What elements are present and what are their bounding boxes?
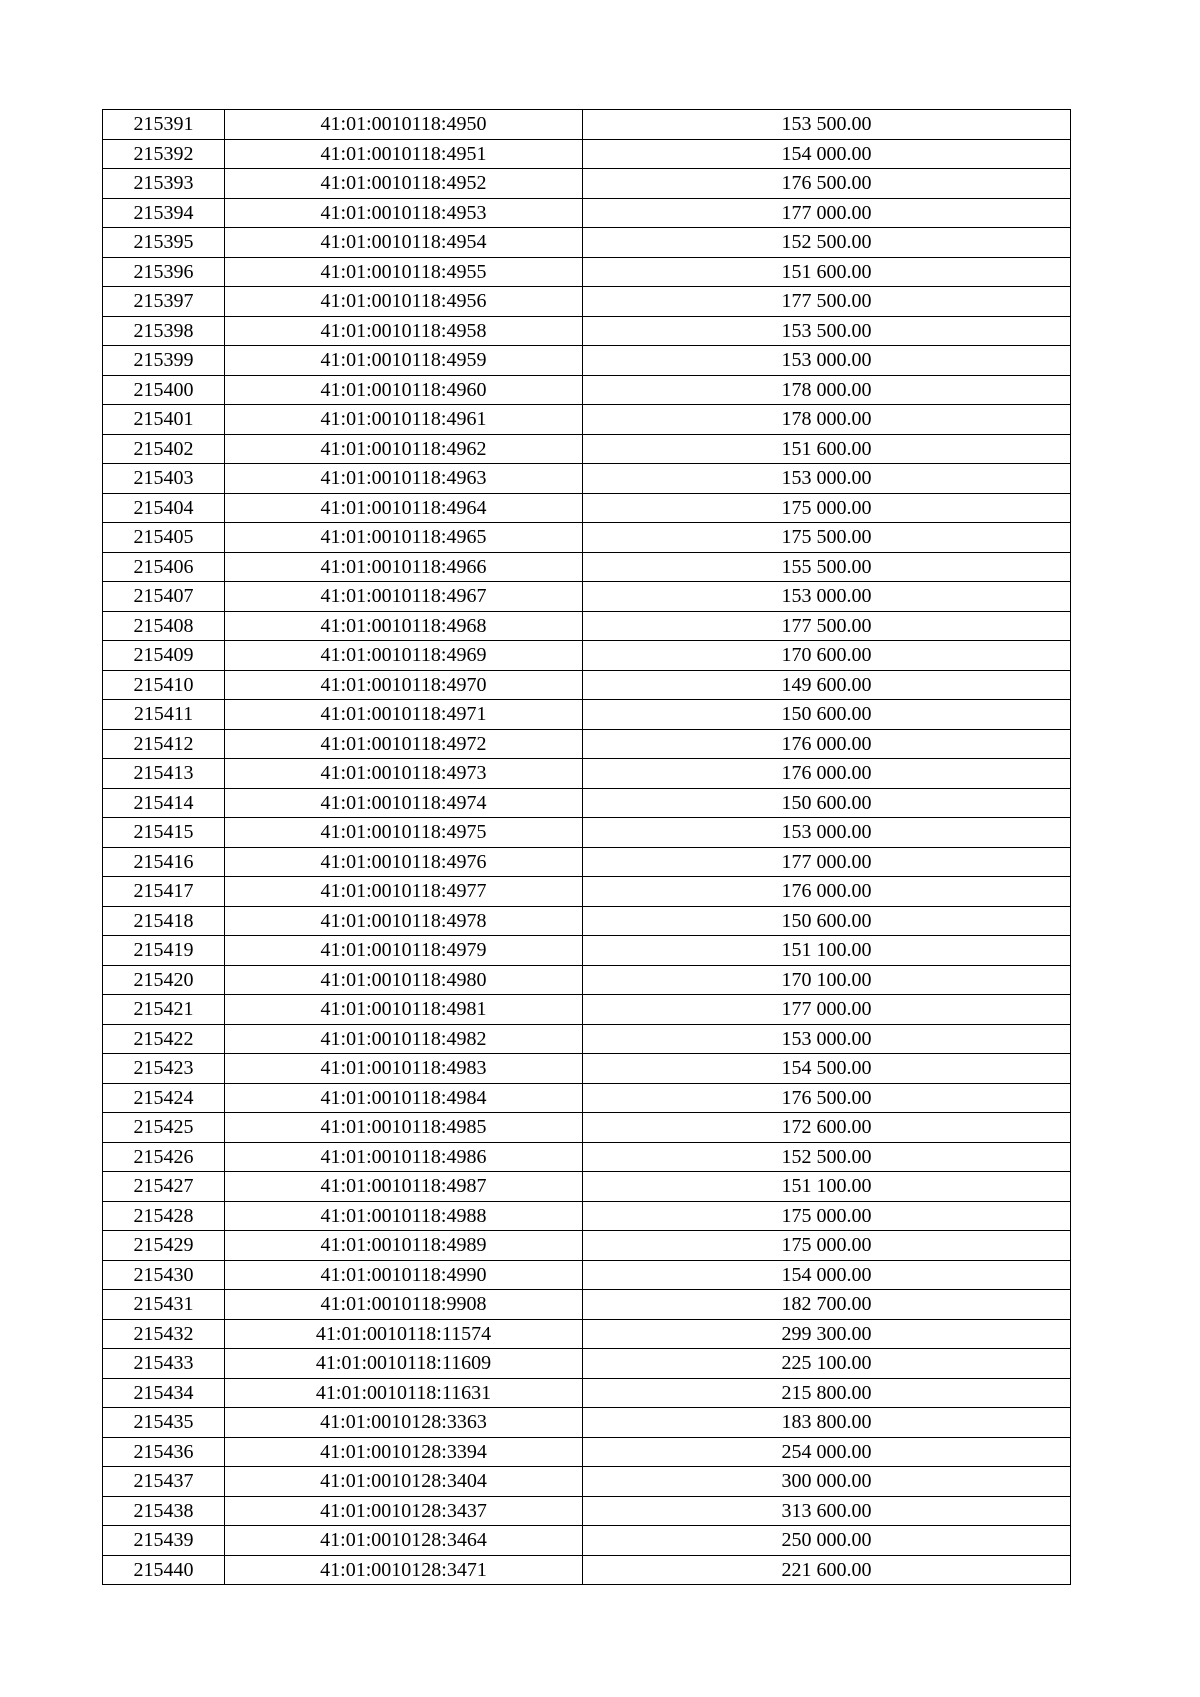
- table-row: [103, 110, 1071, 140]
- cadastral-value-cell: 176 000.00: [583, 877, 1071, 907]
- cadastral-value-cell: 299 300.00: [583, 1319, 1071, 1349]
- table-row: [103, 1142, 1071, 1172]
- cadastral-number-cell: 41:01:0010118:4966: [225, 552, 583, 582]
- cadastral-value-cell: 149 600.00: [583, 670, 1071, 700]
- cadastral-value-cell: 155 500.00: [583, 552, 1071, 582]
- row-number-cell: 215431: [103, 1290, 225, 1320]
- row-number-cell: 215422: [103, 1024, 225, 1054]
- cadastral-value-cell: 153 500.00: [583, 110, 1071, 140]
- cadastral-number-cell: 41:01:0010118:4969: [225, 641, 583, 671]
- row-number-cell: 215432: [103, 1319, 225, 1349]
- table-row: [103, 552, 1071, 582]
- table-row: [103, 1231, 1071, 1261]
- row-number-cell: 215424: [103, 1083, 225, 1113]
- cadastral-number-cell: 41:01:0010118:4954: [225, 228, 583, 258]
- cadastral-value-cell: 176 000.00: [583, 729, 1071, 759]
- cadastral-number-cell: 41:01:0010118:4963: [225, 464, 583, 494]
- row-number-cell: 215404: [103, 493, 225, 523]
- row-number-cell: 215410: [103, 670, 225, 700]
- cadastral-number-cell: 41:01:0010118:4952: [225, 169, 583, 199]
- cadastral-number-cell: 41:01:0010118:4951: [225, 139, 583, 169]
- cadastral-value-cell: 178 000.00: [583, 375, 1071, 405]
- table-row: [103, 788, 1071, 818]
- cadastral-number-cell: 41:01:0010118:4955: [225, 257, 583, 287]
- row-number-cell: 215430: [103, 1260, 225, 1290]
- row-number-cell: 215415: [103, 818, 225, 848]
- table-row: [103, 405, 1071, 435]
- cadastral-number-cell: 41:01:0010128:3394: [225, 1437, 583, 1467]
- table-row: [103, 670, 1071, 700]
- cadastral-number-cell: 41:01:0010118:4973: [225, 759, 583, 789]
- cadastral-value-cell: 182 700.00: [583, 1290, 1071, 1320]
- cadastral-value-cell: 175 000.00: [583, 1201, 1071, 1231]
- table-row: [103, 936, 1071, 966]
- cadastral-value-cell: 176 500.00: [583, 169, 1071, 199]
- cadastral-value-cell: 153 000.00: [583, 346, 1071, 376]
- row-number-cell: 215426: [103, 1142, 225, 1172]
- table-row: [103, 995, 1071, 1025]
- row-number-cell: 215416: [103, 847, 225, 877]
- table-row: [103, 139, 1071, 169]
- cadastral-number-cell: 41:01:0010118:4988: [225, 1201, 583, 1231]
- table-row: [103, 257, 1071, 287]
- cadastral-number-cell: 41:01:0010118:11609: [225, 1349, 583, 1379]
- cadastral-number-cell: 41:01:0010118:4989: [225, 1231, 583, 1261]
- row-number-cell: 215440: [103, 1555, 225, 1585]
- cadastral-number-cell: 41:01:0010118:4968: [225, 611, 583, 641]
- row-number-cell: 215396: [103, 257, 225, 287]
- table-row: [103, 818, 1071, 848]
- cadastral-value-cell: 154 000.00: [583, 1260, 1071, 1290]
- cadastral-value-cell: 215 800.00: [583, 1378, 1071, 1408]
- table-row: [103, 1083, 1071, 1113]
- cadastral-value-cell: 177 000.00: [583, 995, 1071, 1025]
- cadastral-number-cell: 41:01:0010118:4975: [225, 818, 583, 848]
- cadastral-number-cell: 41:01:0010118:4985: [225, 1113, 583, 1143]
- cadastral-value-cell: 153 000.00: [583, 582, 1071, 612]
- cadastral-value-cell: 150 600.00: [583, 700, 1071, 730]
- table-row: [103, 641, 1071, 671]
- cadastral-number-cell: 41:01:0010118:11631: [225, 1378, 583, 1408]
- row-number-cell: 215405: [103, 523, 225, 553]
- cadastral-number-cell: 41:01:0010118:4961: [225, 405, 583, 435]
- row-number-cell: 215414: [103, 788, 225, 818]
- row-number-cell: 215398: [103, 316, 225, 346]
- row-number-cell: 215402: [103, 434, 225, 464]
- cadastral-value-cell: 177 500.00: [583, 287, 1071, 317]
- cadastral-value-cell: 254 000.00: [583, 1437, 1071, 1467]
- table-row: [103, 965, 1071, 995]
- cadastral-value-cell: 154 500.00: [583, 1054, 1071, 1084]
- row-number-cell: 215436: [103, 1437, 225, 1467]
- cadastral-number-cell: 41:01:0010118:4971: [225, 700, 583, 730]
- cadastral-number-cell: 41:01:0010118:4982: [225, 1024, 583, 1054]
- table-row: [103, 1526, 1071, 1556]
- row-number-cell: 215409: [103, 641, 225, 671]
- cadastral-number-cell: 41:01:0010128:3464: [225, 1526, 583, 1556]
- cadastral-number-cell: 41:01:0010118:4959: [225, 346, 583, 376]
- table-row: [103, 287, 1071, 317]
- table-row: [103, 1054, 1071, 1084]
- cadastral-number-cell: 41:01:0010118:4972: [225, 729, 583, 759]
- cadastral-number-cell: 41:01:0010128:3437: [225, 1496, 583, 1526]
- table-row: [103, 1201, 1071, 1231]
- table-row: [103, 169, 1071, 199]
- cadastral-value-cell: 178 000.00: [583, 405, 1071, 435]
- cadastral-value-cell: 177 500.00: [583, 611, 1071, 641]
- cadastral-value-cell: 170 600.00: [583, 641, 1071, 671]
- table-row: [103, 1349, 1071, 1379]
- table-row: [103, 316, 1071, 346]
- table-row: [103, 877, 1071, 907]
- table-row: [103, 1437, 1071, 1467]
- cadastral-value-cell: 172 600.00: [583, 1113, 1071, 1143]
- row-number-cell: 215403: [103, 464, 225, 494]
- cadastral-value-cell: 183 800.00: [583, 1408, 1071, 1438]
- cadastral-value-cell: 221 600.00: [583, 1555, 1071, 1585]
- cadastral-value-cell: 250 000.00: [583, 1526, 1071, 1556]
- cadastral-number-cell: 41:01:0010118:4956: [225, 287, 583, 317]
- cadastral-value-cell: 151 100.00: [583, 936, 1071, 966]
- row-number-cell: 215428: [103, 1201, 225, 1231]
- table-row: [103, 1260, 1071, 1290]
- cadastral-number-cell: 41:01:0010118:4986: [225, 1142, 583, 1172]
- row-number-cell: 215397: [103, 287, 225, 317]
- row-number-cell: 215392: [103, 139, 225, 169]
- row-number-cell: 215400: [103, 375, 225, 405]
- cadastral-number-cell: 41:01:0010118:4967: [225, 582, 583, 612]
- row-number-cell: 215406: [103, 552, 225, 582]
- table-row: [103, 464, 1071, 494]
- cadastral-value-cell: 177 000.00: [583, 847, 1071, 877]
- cadastral-value-cell: 150 600.00: [583, 906, 1071, 936]
- table-row: [103, 1555, 1071, 1585]
- cadastral-number-cell: 41:01:0010118:4974: [225, 788, 583, 818]
- table-row: [103, 1113, 1071, 1143]
- cadastral-value-cell: 225 100.00: [583, 1349, 1071, 1379]
- cadastral-number-cell: 41:01:0010118:4983: [225, 1054, 583, 1084]
- table-row: [103, 611, 1071, 641]
- cadastral-value-cell: 175 000.00: [583, 493, 1071, 523]
- table-row: [103, 1319, 1071, 1349]
- table-row: [103, 198, 1071, 228]
- row-number-cell: 215434: [103, 1378, 225, 1408]
- cadastral-value-cell: 153 000.00: [583, 818, 1071, 848]
- cadastral-value-cell: 300 000.00: [583, 1467, 1071, 1497]
- table-row: [103, 228, 1071, 258]
- cadastral-number-cell: 41:01:0010118:4965: [225, 523, 583, 553]
- cadastral-value-cell: 175 500.00: [583, 523, 1071, 553]
- cadastral-value-cell: 176 500.00: [583, 1083, 1071, 1113]
- cadastral-value-cell: 175 000.00: [583, 1231, 1071, 1261]
- cadastral-number-cell: 41:01:0010118:4976: [225, 847, 583, 877]
- table-row: [103, 1378, 1071, 1408]
- row-number-cell: 215439: [103, 1526, 225, 1556]
- table-row: [103, 847, 1071, 877]
- cadastral-number-cell: 41:01:0010118:4980: [225, 965, 583, 995]
- row-number-cell: 215419: [103, 936, 225, 966]
- table-row: [103, 1172, 1071, 1202]
- cadastral-value-cell: 170 100.00: [583, 965, 1071, 995]
- row-number-cell: 215417: [103, 877, 225, 907]
- table-row: [103, 582, 1071, 612]
- row-number-cell: 215421: [103, 995, 225, 1025]
- row-number-cell: 215408: [103, 611, 225, 641]
- cadastral-number-cell: 41:01:0010128:3404: [225, 1467, 583, 1497]
- cadastral-value-table: [102, 109, 1071, 1585]
- cadastral-number-cell: 41:01:0010118:4970: [225, 670, 583, 700]
- row-number-cell: 215423: [103, 1054, 225, 1084]
- cadastral-value-cell: 150 600.00: [583, 788, 1071, 818]
- cadastral-value-cell: 152 500.00: [583, 228, 1071, 258]
- cadastral-number-cell: 41:01:0010118:4960: [225, 375, 583, 405]
- row-number-cell: 215438: [103, 1496, 225, 1526]
- cadastral-value-cell: 153 000.00: [583, 1024, 1071, 1054]
- cadastral-number-cell: 41:01:0010118:4977: [225, 877, 583, 907]
- cadastral-number-cell: 41:01:0010128:3471: [225, 1555, 583, 1585]
- row-number-cell: 215418: [103, 906, 225, 936]
- table-row: [103, 1024, 1071, 1054]
- row-number-cell: 215395: [103, 228, 225, 258]
- row-number-cell: 215407: [103, 582, 225, 612]
- table-row: [103, 729, 1071, 759]
- table-row: [103, 906, 1071, 936]
- row-number-cell: 215429: [103, 1231, 225, 1261]
- row-number-cell: 215401: [103, 405, 225, 435]
- cadastral-value-cell: 151 600.00: [583, 257, 1071, 287]
- cadastral-value-cell: 153 500.00: [583, 316, 1071, 346]
- table-row: [103, 1290, 1071, 1320]
- table-row: [103, 346, 1071, 376]
- cadastral-number-cell: 41:01:0010118:4958: [225, 316, 583, 346]
- row-number-cell: 215399: [103, 346, 225, 376]
- cadastral-value-cell: 153 000.00: [583, 464, 1071, 494]
- row-number-cell: 215394: [103, 198, 225, 228]
- cadastral-number-cell: 41:01:0010118:4987: [225, 1172, 583, 1202]
- cadastral-number-cell: 41:01:0010118:4964: [225, 493, 583, 523]
- cadastral-number-cell: 41:01:0010118:4981: [225, 995, 583, 1025]
- row-number-cell: 215427: [103, 1172, 225, 1202]
- cadastral-value-cell: 154 000.00: [583, 139, 1071, 169]
- row-number-cell: 215420: [103, 965, 225, 995]
- row-number-cell: 215412: [103, 729, 225, 759]
- table-row: [103, 700, 1071, 730]
- cadastral-number-cell: 41:01:0010118:4962: [225, 434, 583, 464]
- row-number-cell: 215433: [103, 1349, 225, 1379]
- cadastral-value-cell: 151 600.00: [583, 434, 1071, 464]
- table-row: [103, 1408, 1071, 1438]
- cadastral-number-cell: 41:01:0010118:11574: [225, 1319, 583, 1349]
- cadastral-number-cell: 41:01:0010118:4978: [225, 906, 583, 936]
- cadastral-number-cell: 41:01:0010118:4979: [225, 936, 583, 966]
- table-row: [103, 434, 1071, 464]
- row-number-cell: 215425: [103, 1113, 225, 1143]
- cadastral-number-cell: 41:01:0010118:4990: [225, 1260, 583, 1290]
- table-row: [103, 1496, 1071, 1526]
- row-number-cell: 215437: [103, 1467, 225, 1497]
- cadastral-number-cell: 41:01:0010118:4953: [225, 198, 583, 228]
- cadastral-value-cell: 151 100.00: [583, 1172, 1071, 1202]
- table-row: [103, 1467, 1071, 1497]
- row-number-cell: 215391: [103, 110, 225, 140]
- cadastral-number-cell: 41:01:0010118:4984: [225, 1083, 583, 1113]
- row-number-cell: 215413: [103, 759, 225, 789]
- table-row: [103, 375, 1071, 405]
- cadastral-number-cell: 41:01:0010118:4950: [225, 110, 583, 140]
- row-number-cell: 215435: [103, 1408, 225, 1438]
- cadastral-number-cell: 41:01:0010118:9908: [225, 1290, 583, 1320]
- cadastral-value-cell: 176 000.00: [583, 759, 1071, 789]
- table-row: [103, 493, 1071, 523]
- cadastral-value-cell: 177 000.00: [583, 198, 1071, 228]
- row-number-cell: 215411: [103, 700, 225, 730]
- row-number-cell: 215393: [103, 169, 225, 199]
- table-body: [103, 110, 1071, 1585]
- table-row: [103, 523, 1071, 553]
- cadastral-number-cell: 41:01:0010128:3363: [225, 1408, 583, 1438]
- cadastral-value-cell: 152 500.00: [583, 1142, 1071, 1172]
- cadastral-value-cell: 313 600.00: [583, 1496, 1071, 1526]
- table-row: [103, 759, 1071, 789]
